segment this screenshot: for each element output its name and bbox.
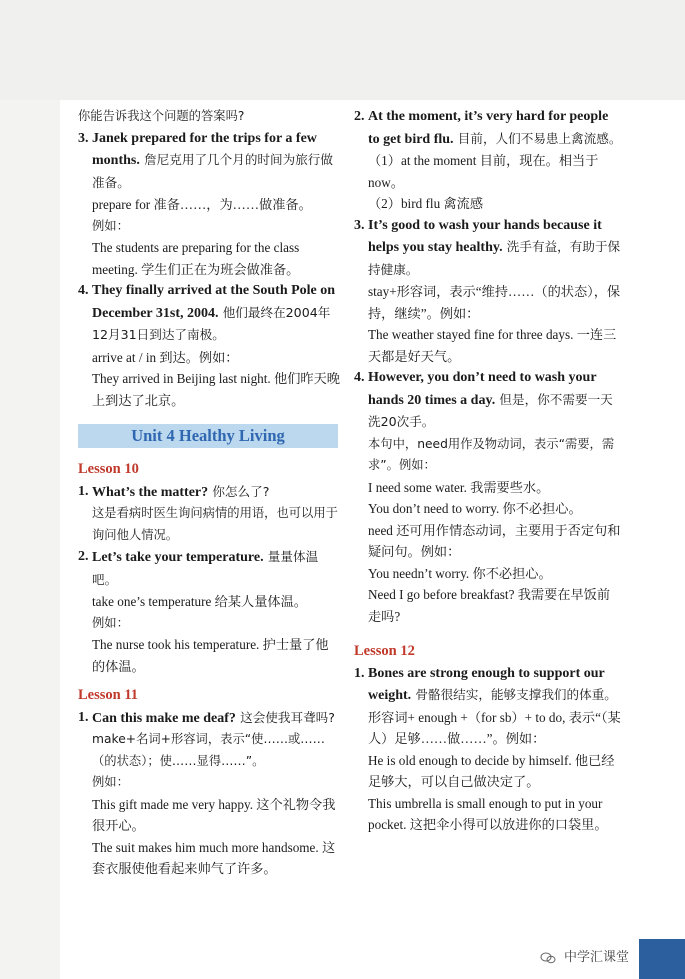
note-text: 例如：: [92, 775, 129, 789]
item-number: 3.: [78, 130, 89, 146]
note-item-4: [354, 367, 622, 627]
item-number: 4.: [78, 283, 89, 298]
note-text: stay+形容词，表示“维持……（的状态），保持，继续”。例如：: [368, 284, 621, 321]
item-number: 1.: [354, 665, 365, 681]
corner-decoration: [639, 939, 685, 979]
note-text: （2）bird flu 禽流感: [368, 196, 484, 211]
item-number: 2.: [354, 109, 365, 124]
item-number: 2.: [78, 549, 89, 564]
item-sentence: At the moment, it’s very hard for people to get bird flu.: [368, 109, 609, 147]
note-text: 例如：: [92, 615, 129, 630]
item-translation: 你怎么了?: [212, 483, 270, 499]
watermark-text: 中学汇课堂: [563, 950, 629, 965]
example-text: Need I go before breakfast? 我需要在早饭前走吗?: [368, 587, 611, 624]
page-top-background: [0, 0, 685, 100]
note-item-4: [78, 280, 340, 411]
note-text: 本句中，need用作及物动词，表示“需要，需求”。例如：: [368, 436, 615, 472]
item-sentence: What’s the matter?: [92, 484, 209, 500]
item-number: 4.: [354, 370, 365, 385]
lesson10-item-2: [78, 546, 340, 677]
item-translation: 他们最终在2004年12月31日到达了南极。: [92, 304, 331, 342]
item-translation: 骨骼很结实，能够支撑我们的体重。: [415, 687, 617, 702]
note-item-3: [78, 128, 340, 281]
note-text: take one’s temperature 给某人量体温。: [92, 594, 307, 609]
item-translation: 洗手有益，有助于保持健康。: [368, 239, 621, 277]
item-number: 1.: [78, 483, 89, 499]
item-sentence: Let’s take your temperature.: [92, 550, 264, 565]
example-text: You needn’t worry. 你不必担心。: [368, 565, 552, 581]
lesson-heading-11: Lesson 11: [78, 687, 139, 703]
item-sentence: They finally arrived at the South Pole on December 31st, 2004.: [92, 283, 336, 321]
continued-line: 你能告诉我这个问题的答案吗?: [78, 109, 245, 123]
item-translation: 量量体温吧。: [92, 549, 319, 587]
note-text: prepare for 准备……，为……做准备。: [92, 197, 312, 212]
item-translation: 目前，人们不易患上禽流感。: [457, 130, 622, 146]
right-column: [354, 106, 622, 836]
note-text: make+名词+形容词，表示“使……或……（的状态）；使……显得……”。: [92, 732, 325, 768]
item-sentence: Bones are strong enough to support our weight.: [368, 665, 605, 703]
item-sentence: It’s good to wash your hands because it helps you stay healthy.: [368, 217, 602, 255]
example-text: The students are preparing for the class meeting. 学生们正在为班会做准备。: [92, 240, 300, 277]
example-text: The suit makes him much more handsome. 这套衣服使他看起来帅气了许多。: [92, 839, 336, 876]
example-text: He is old enough to decide by himself. 他已经足够大，可以自己做决定了。: [368, 752, 615, 789]
unit-title-banner: Unit 4 Healthy Living: [78, 424, 338, 448]
example-text: I need some water. 我需要些水。: [368, 479, 550, 495]
example-text: You don’t need to worry. 你不必担心。: [368, 501, 582, 516]
example-text: The weather stayed fine for three days. 一连三天都是好天气。: [368, 327, 617, 364]
watermark: [540, 946, 629, 965]
note-text: 这是看病时医生询问病情的用语，也可以用于询问他人情况。: [92, 506, 338, 542]
note-text: need 还可用作情态动词，主要用于否定句和疑问句。例如：: [368, 522, 621, 559]
example-text: This gift made me very happy. 这个礼物令我很开心。: [92, 796, 336, 833]
item-sentence: However, you don’t need to wash your hands 20 times a day.: [368, 370, 597, 408]
item-sentence: Janek prepared for the trips for a few months.: [92, 130, 317, 168]
note-item-2: [354, 106, 622, 215]
lesson-heading-12: Lesson 12: [354, 643, 415, 659]
note-text: 形容词+ enough +（for sb）+ to do, 表示“（某人）足够……做……”。例如：: [368, 709, 621, 746]
item-number: 1.: [78, 709, 89, 725]
example-text: They arrived in Beijing last night. 他们昨天晚上到达了北京。: [92, 371, 340, 408]
item-sentence: Can this make me deaf?: [92, 710, 236, 726]
item-translation: 这会使我耳聋吗?: [240, 709, 335, 725]
wechat-icon: [540, 952, 556, 964]
lesson12-item-1: [354, 663, 622, 836]
left-column: [78, 106, 340, 880]
note-item-3: [354, 215, 622, 368]
note-text: （1）at the moment 目前，现在。相当于 now。: [368, 153, 599, 190]
item-translation: 詹尼克用了几个月的时间为旅行做准备。: [92, 152, 333, 190]
item-number: 3.: [354, 217, 365, 233]
item-translation: 但是，你不需要一天洗20次手。: [368, 391, 613, 429]
lesson-heading-10: Lesson 10: [78, 461, 139, 477]
example-text: This umbrella is small enough to put in your pocket. 这把伞小得可以放进你的口袋里。: [368, 795, 608, 832]
lesson11-item-1: [78, 707, 340, 880]
note-text: arrive at / in 到达。例如：: [92, 349, 239, 365]
lesson10-item-1: [78, 481, 340, 547]
example-text: The nurse took his temperature. 护士量了他的体温。: [92, 637, 329, 674]
note-text: 例如：: [92, 218, 129, 233]
textbook-page: [60, 100, 685, 979]
